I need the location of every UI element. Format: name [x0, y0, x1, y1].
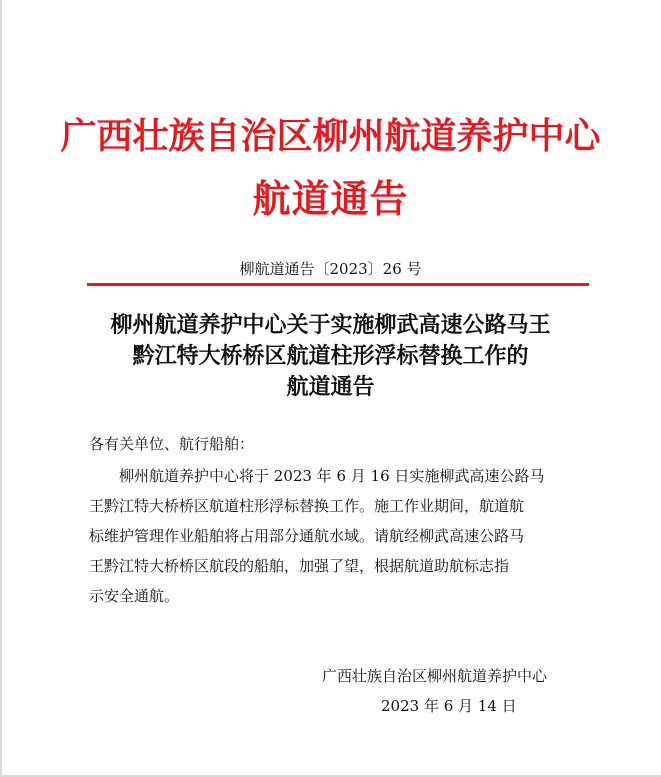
document-number: 柳航道通告〔2023〕26 号 — [239, 260, 422, 278]
notice-title-line: 柳州航道养护中心关于实施柳武高速公路马王 — [110, 312, 551, 338]
salutation: 各有关单位、航行船舶： — [89, 435, 255, 453]
notice-body — [89, 461, 579, 611]
body-line: 示安全通航。 — [89, 587, 180, 605]
notice-title-line: 航道通告 — [286, 374, 375, 400]
body-line: 王黔江特大桥桥区航道柱形浮标替换工作。施工作业期间，航道航 — [89, 497, 525, 515]
body-line: 柳州航道养护中心将于 2023 年 6 月 16 日实施柳武高速公路马 — [119, 467, 545, 485]
issuing-org-heading: 广西壮族自治区柳州航道养护中心 — [60, 115, 601, 157]
signature-date: 2023 年 6 月 14 日 — [381, 697, 517, 715]
signature-org: 广西壮族自治区柳州航道养护中心 — [322, 667, 548, 685]
body-line: 王黔江特大桥桥区航段的船舶，加强了望，根据航道助航标志指 — [89, 557, 510, 575]
document-type-heading: 航道通告 — [252, 176, 409, 221]
body-line: 标维护管理作业船舶将占用部分通航水域。请航经柳武高速公路马 — [89, 527, 525, 545]
notice-title — [70, 310, 591, 403]
notice-title-line: 黔江特大桥桥区航道柱形浮标替换工作的 — [132, 343, 529, 369]
red-divider-line — [87, 283, 589, 286]
